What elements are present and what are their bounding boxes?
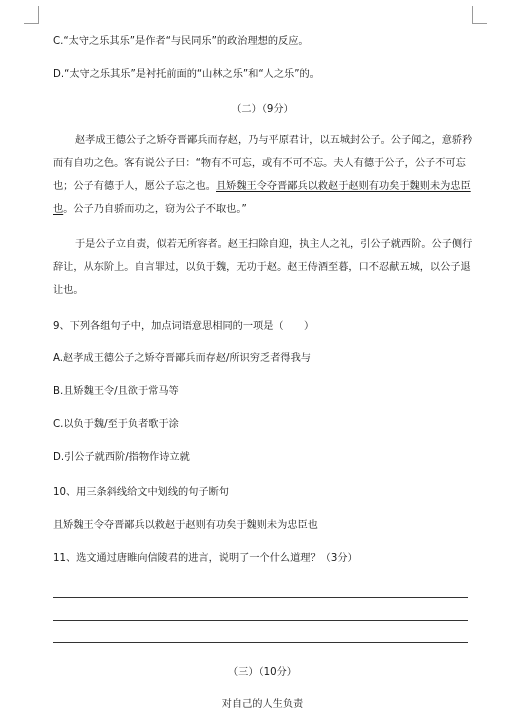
passage-text-end: 。公子乃自骄而功之，窃为公子不取也。” (63, 204, 247, 215)
answer-line-2[interactable] (53, 620, 468, 621)
section-3-title: 对自己的人生负责 (221, 699, 304, 710)
crop-mark-left-vertical (38, 6, 39, 24)
option-d: D.“太守之乐其乐”是衬托前面的“山林之乐”和“人之乐”的。 (53, 69, 320, 80)
crop-mark-left-horizontal (24, 23, 39, 24)
answer-line-3[interactable] (53, 642, 468, 643)
q10-sentence: 且矫魏王令夺晋鄙兵以救赵于赵则有功矣于魏则未为忠臣也 (53, 520, 318, 531)
section-2-heading: （二）（9分） (231, 104, 294, 115)
underlined-sentence: 且矫魏王令夺晋鄙兵以救赵于赵则有功矣于魏则未为忠臣也 (53, 181, 471, 215)
q9-option-c: C.以负于魏/至于负者歌于涂 (53, 419, 179, 430)
option-c: C.“太守之乐其乐”是作者“与民同乐”的政治理想的反应。 (53, 36, 309, 47)
question-11: 11、选文通过唐睢向信陵君的进言，说明了一个什么道理？（3分） (53, 553, 358, 564)
passage-paragraph-1 (53, 129, 473, 221)
answer-line-1[interactable] (53, 597, 468, 598)
question-9: 9、下列各组句子中，加点词语意思相同的一项是（ ） (53, 321, 315, 332)
passage-paragraph-2 (53, 233, 473, 302)
passage-text: 赵孝成王德公子之矫夺晋鄙兵而存赵，乃与平原君计，以五城封公子。公子闻之，意骄矜而有自功之色。客有说公子曰：“物有不可忘，或有不可不忘。夫人有德于公子，公子不可忘也；公子有德于人，愿公子忘之也。 (53, 135, 473, 192)
crop-mark-right-horizontal (472, 23, 487, 24)
q9-option-d: D.引公子就西阶/指物作诗立就 (53, 452, 190, 463)
passage-text: 于是公子立自责，似若无所容者。赵王扫除自迎，执主人之礼，引公子就西阶。公子侧行辞让，从东阶上。自言罪过，以负于魏，无功于赵。赵王侍酒至暮，口不忍献五城，以公子退让也。 (53, 239, 473, 296)
section-3-heading: （三）（10分） (228, 667, 297, 678)
question-10: 10、用三条斜线给文中划线的句子断句 (53, 487, 229, 498)
q9-option-a: A.赵孝成王德公子之矫夺晋鄙兵而存赵/所识穷乏者得我与 (53, 353, 311, 364)
q9-option-b: B.且矫魏王令/且欲于常马等 (53, 386, 179, 397)
crop-mark-right-vertical (472, 6, 473, 24)
